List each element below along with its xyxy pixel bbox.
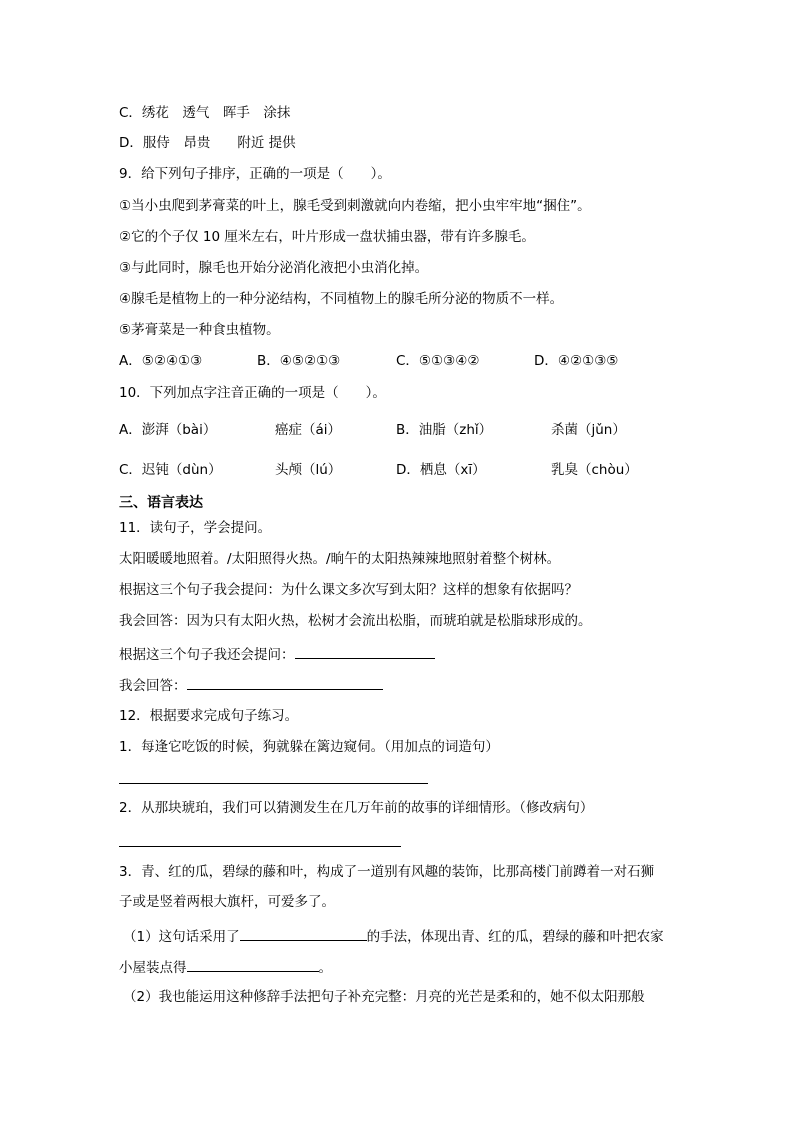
- q9-sentence-1: ①当小虫爬到茅膏菜的叶上，腺毛受到刺激就向内卷缩，把小虫牢牢地“捆住”。: [119, 198, 591, 214]
- q11-line-3: 我会回答：因为只有太阳火热，松树才会流出松脂，而琥珀就是松脂球形成的。: [119, 613, 592, 629]
- q12-sub-1-blank-1[interactable]: [240, 926, 367, 941]
- q8-option-c: C．绣花 透气 晖手 涂抹: [119, 105, 291, 121]
- q10-option-c: C．迟钝（dùn）: [119, 462, 222, 478]
- q11-line-1: 太阳暖暖地照着。/太阳照得火热。/晌午的太阳热辣辣地照射着整个树林。: [119, 551, 561, 567]
- q12-sub-2: （2）我也能运用这种修辞手法把句子补充完整：月亮的光芒是柔和的，她不似太阳那般: [123, 989, 645, 1005]
- q11-stem: 11．读句子，学会提问。: [119, 520, 272, 536]
- q9-sentence-4: ④腺毛是植物上的一种分泌结构，不同植物上的腺毛所分泌的物质不一样。: [119, 291, 564, 307]
- q9-option-a: A．⑤②④①③: [119, 353, 203, 369]
- q12-sub-1-text-a: （1）这句话采用了: [123, 929, 240, 945]
- q9-sentence-5: ⑤茅膏菜是一种食虫植物。: [119, 322, 280, 338]
- q12-sub-1: [123, 926, 664, 946]
- q10-word-ai: 癌症（ái）: [275, 422, 342, 438]
- q9-option-d: D．④②①③⑤: [534, 353, 619, 369]
- q8-option-d: D．服侍 昂贵 附近 提供: [119, 135, 296, 151]
- q12-item-3-line-1: 3．青、红的瓜，碧绿的藤和叶，构成了一道别有风趣的装饰，比那高楼门前蹲着一对石狮: [119, 864, 655, 880]
- q12-sub-1-blank-2[interactable]: [187, 957, 319, 972]
- q11-question-blank[interactable]: [295, 644, 435, 659]
- q12-sub-1-text-c: 小屋装点得: [119, 960, 187, 976]
- q9-option-b: B．④⑤②①③: [257, 353, 341, 369]
- q9-sentence-2: ②它的个子仅 10 厘米左右，叶片形成一盘状捕虫器，带有许多腺毛。: [119, 229, 535, 245]
- q10-stem: 10．下列加点字注音正确的一项是（ ）。: [119, 385, 386, 401]
- q11-answer-prompt: [119, 675, 383, 695]
- q12-item-2: 2．从那块琥珀，我们可以猜测发生在几万年前的故事的详细情形。（修改病句）: [119, 800, 594, 816]
- q12-item-1: 1．每逢它吃饭的时候，狗就躲在篱边窥伺。（用加点的词造句）: [119, 739, 499, 755]
- q10-word-jun: 杀菌（jǔn）: [551, 422, 626, 438]
- q12-sub-1-cont: [119, 957, 332, 977]
- q11-question-label: 根据这三个句子我还会提问：: [119, 647, 295, 663]
- q12-item-2-answer-line[interactable]: [119, 846, 401, 847]
- q12-sub-1-text-d: 。: [318, 960, 332, 976]
- q10-option-a: A．澎湃（bài）: [119, 422, 217, 438]
- section-3-title: 三、语言表达: [119, 495, 203, 511]
- q12-item-1-answer-line[interactable]: [119, 783, 428, 784]
- q11-answer-blank[interactable]: [187, 675, 383, 690]
- q9-stem: 9．给下列句子排序，正确的一项是（ ）。: [119, 166, 391, 182]
- q12-stem: 12．根据要求完成句子练习。: [119, 708, 299, 724]
- q9-option-c: C．⑤①③④②: [396, 353, 480, 369]
- q11-answer-label: 我会回答：: [119, 678, 187, 694]
- q10-word-chou: 乳臭（chòu）: [551, 462, 638, 478]
- q10-option-d: D．栖息（xī）: [396, 462, 486, 478]
- q11-line-2: 根据这三个句子我会提问：为什么课文多次写到太阳？这样的想象有依据吗？: [119, 582, 578, 598]
- q10-option-b: B．油脂（zhǐ）: [396, 422, 493, 438]
- q11-question-prompt: [119, 644, 435, 664]
- q10-word-lu: 头颅（lú）: [275, 462, 342, 478]
- q12-item-3-line-2: 子或是竖着两根大旗杆，可爱多了。: [119, 894, 335, 910]
- q9-sentence-3: ③与此同时，腺毛也开始分泌消化液把小虫消化掉。: [119, 260, 429, 276]
- q12-sub-1-text-b: 的手法，体现出青、红的瓜，碧绿的藤和叶把农家: [366, 929, 664, 945]
